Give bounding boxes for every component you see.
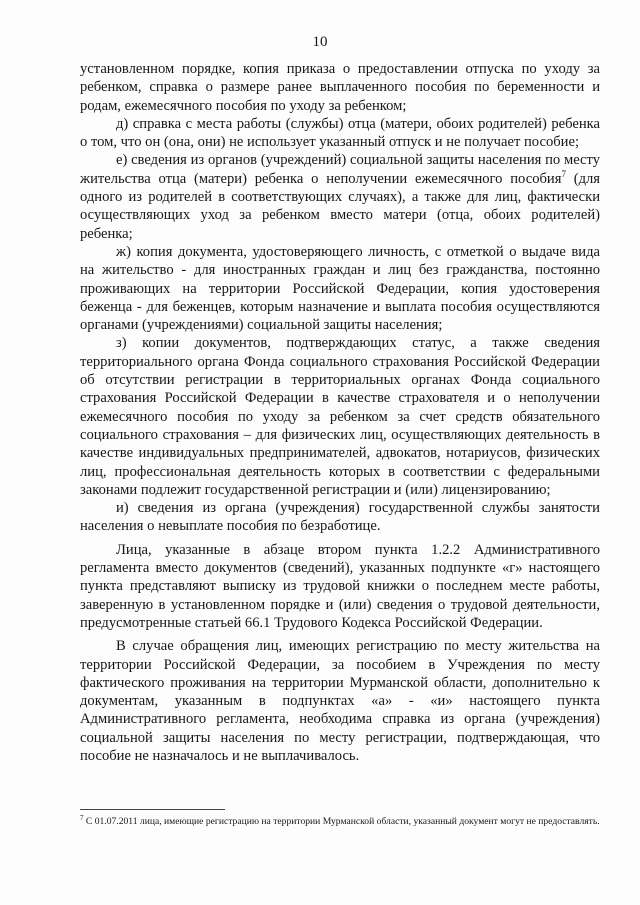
footnote-divider xyxy=(80,809,225,810)
paragraph-e-text-cont: (для одного из родителей в соответствующих случаях), а также для лиц, фактически осуществляющих уход за ребенком вместо матери (отца, обоих родителей) ребенка; xyxy=(80,170,601,242)
paragraph-d: д) справка с места работы (службы) отца (матери, обоих родителей) ребенка о том, что он (она, они) не использует указанный отпуск и не получает пособие; xyxy=(80,115,600,151)
paragraph-registration: В случае обращения лиц, имеющих регистрацию по месту жительства на территории Российской Федерации, за пособием в Учреждения по месту фактического проживания на территории Мурманской области, дополнительно к документам, указанным в подпунктах «а» - «и» настоящего пункта Административного регламента, необходима справка из органа (учреждения) социальной защиты населения по месту регистрации, подтверждающая, что пособие не назначалось и не выплачивалось. xyxy=(80,638,600,764)
document-body xyxy=(80,60,600,765)
paragraph-e-text: е) сведения из органов (учреждений) социальной защиты населения по месту жительства отца (матери) ребенка о неполучении ежемесячного пособия xyxy=(80,152,600,187)
footnote-text: С 01.07.2011 лица, имеющие регистрацию на территории Мурманской области, указанный документ могут не предоставлять. xyxy=(85,816,600,827)
paragraph-continuation: установленном порядке, копия приказа о предоставлении отпуска по уходу за ребенком, справка о размере ранее выплаченного пособия по беременности и родам, ежемесячного пособия по уходу за ребенком; xyxy=(80,61,600,114)
footnote xyxy=(80,815,600,828)
page-number: 10 xyxy=(312,34,328,50)
paragraph-persons: Лица, указанные в абзаце втором пункта 1.2.2 Административного регламента вместо документов (сведений), указанных подпункте «г» настоящего пункта представляют выписку из трудовой книжки о последнем месте работы, заверенную в установленном порядке и (или) сведения о трудовой деятельности, предусмотренные статьей 66.1 Трудового Кодекса Российской Федерации. xyxy=(80,541,600,631)
paragraph-e xyxy=(80,151,600,242)
paragraph-z: з) копии документов, подтверждающих статус, а также сведения территориального органа Фонда социального страхования Российской Федерации об отсутствии регистрации в территориальных органах Фонда социального страхования Российской Федерации в качестве страхователя и о неполучении ежемесячного пособия по уходу за ребенком за счет средств обязательного социального страхования – для физических лиц, осуществляющих деятельность в качестве индивидуальных предпринимателей, адвокатов, нотариусов, физических лиц, профессиональная деятельность которых в соответствии с федеральными законами подлежит государственной регистрации и (или) лицензированию; xyxy=(80,335,600,498)
footnote-reference: 7 xyxy=(561,168,566,179)
paragraph-zh: ж) копия документа, удостоверяющего личность, с отметкой о выдаче вида на жительство - для иностранных граждан и лиц без гражданства, постоянно проживающих на территории Российской Федерации, копия удостоверения беженца - для беженцев, которым назначение и выплата пособия осуществляются органами (учреждениями) социальной защиты населения; xyxy=(80,243,600,334)
paragraph-i: и) сведения из органа (учреждения) государственной службы занятости населения о невыплате пособия по безработице. xyxy=(80,500,600,535)
footnote-marker: 7 xyxy=(80,813,84,822)
